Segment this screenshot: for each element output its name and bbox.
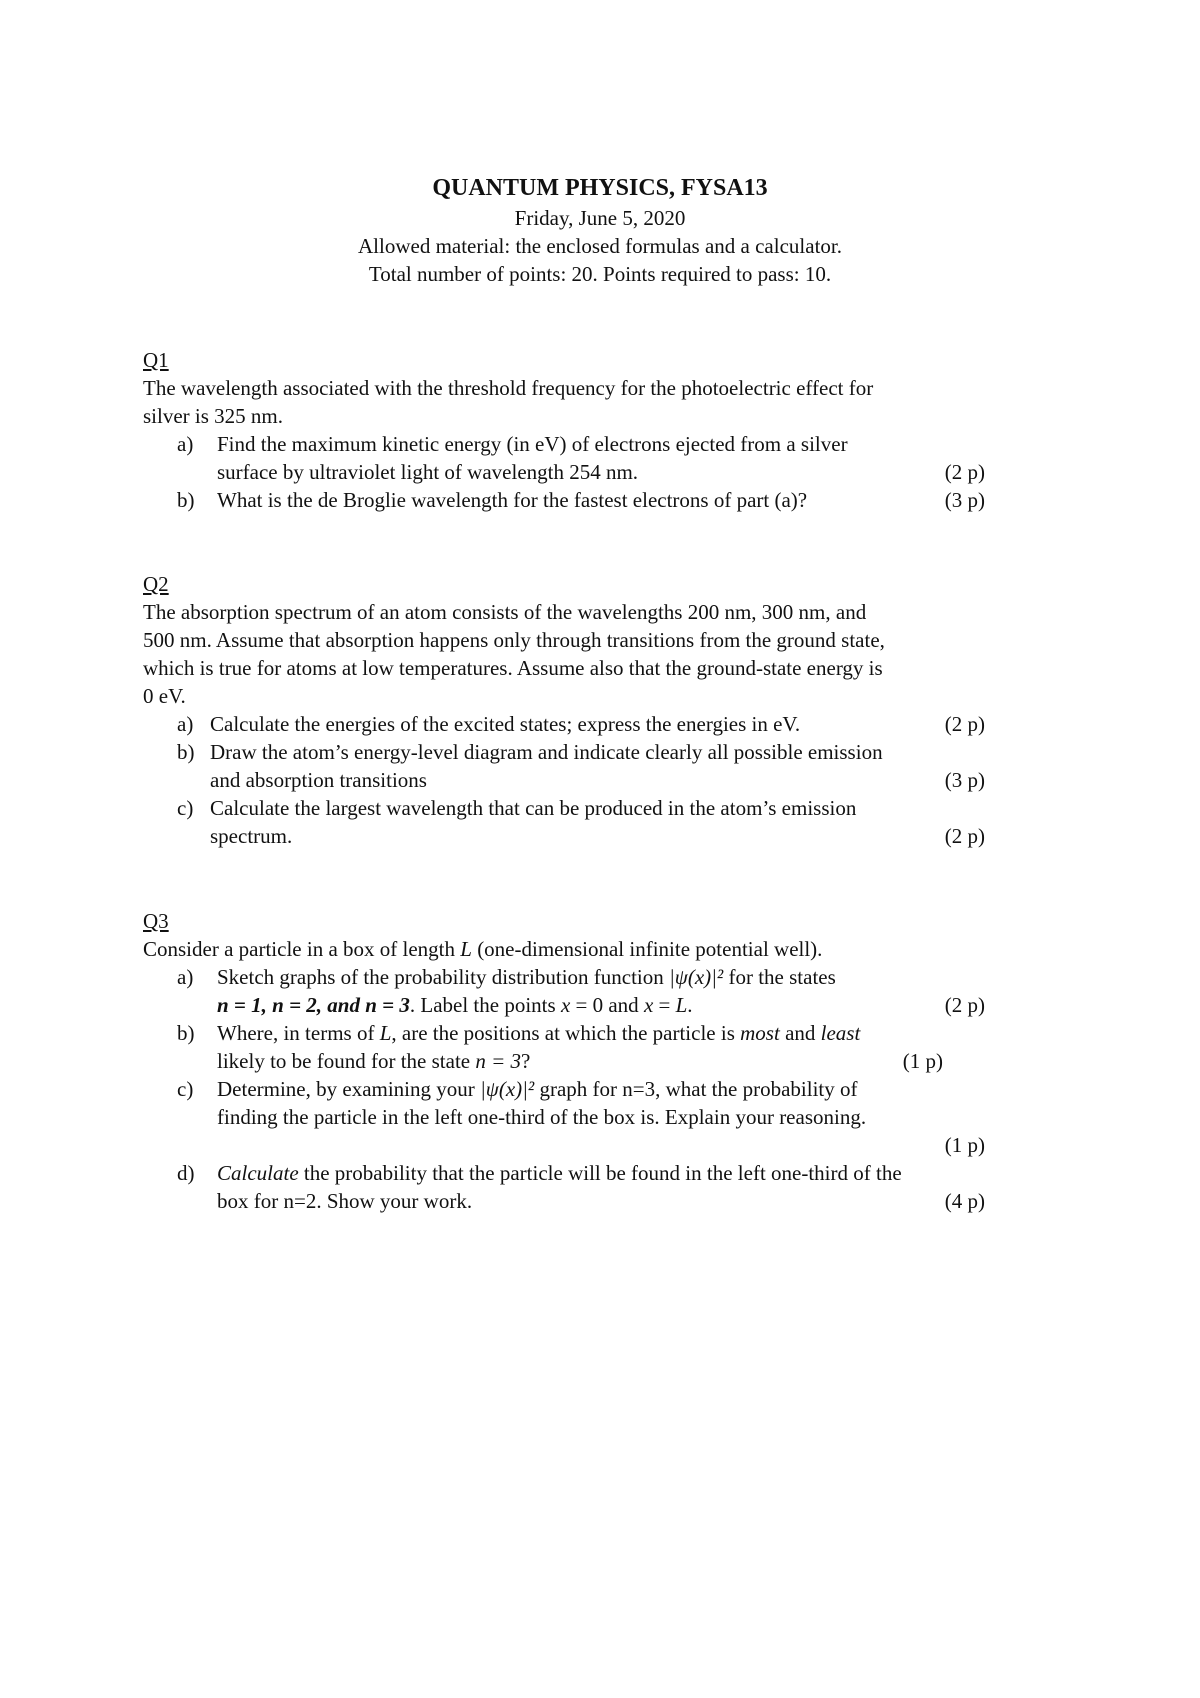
text: and xyxy=(779,1021,821,1045)
question-3a-points: (2 p) xyxy=(944,993,985,1017)
question-3a-line-2 xyxy=(217,991,693,1019)
math-x: x xyxy=(643,993,654,1017)
math-states: n = 1, n = 2, and n = 3 xyxy=(217,993,410,1017)
question-3c-line-1 xyxy=(217,1075,1013,1103)
allowed-material: Allowed material: the enclosed formulas and a calculator. xyxy=(358,234,842,258)
question-1a xyxy=(143,430,1013,486)
emphasis-calculate: Calculate xyxy=(217,1161,299,1185)
question-3-intro xyxy=(143,935,1013,963)
math-symbol-L: L xyxy=(379,1021,392,1045)
intro-text: (one-dimensional infinite potential well). xyxy=(471,937,823,961)
item-marker: a) xyxy=(177,432,194,456)
exam-header xyxy=(0,172,1200,288)
question-1-intro-line-1: The wavelength associated with the threshold frequency for the photoelectric effect for xyxy=(143,376,874,400)
math-symbol-L: L xyxy=(460,937,472,961)
text: graph for n=3, what the probability of xyxy=(534,1077,858,1101)
question-3c-points: (1 p) xyxy=(944,1133,985,1157)
item-marker: c) xyxy=(177,796,194,820)
text: likely to be found for the state xyxy=(217,1049,476,1073)
text: = xyxy=(653,993,676,1017)
text: , are the positions at which the particle is xyxy=(391,1021,741,1045)
item-marker: b) xyxy=(177,740,195,764)
question-2 xyxy=(143,570,1013,850)
math-psi-squared: |ψ(x)|² xyxy=(669,965,724,989)
question-3c-line-2: finding the particle in the left one-third of the box is. Explain your reasoning. xyxy=(217,1105,867,1129)
question-2-intro-line-3: which is true for atoms at low temperatures. Assume also that the ground-state energy is xyxy=(143,656,883,680)
question-2b-points: (3 p) xyxy=(944,768,985,792)
points-info: Total number of points: 20. Points required to pass: 10. xyxy=(368,262,832,286)
item-marker: b) xyxy=(177,1021,195,1045)
item-marker: c) xyxy=(177,1077,194,1101)
exam-date: Friday, June 5, 2020 xyxy=(514,206,686,230)
question-1-intro-line-2: silver is 325 nm. xyxy=(143,404,283,428)
emphasis-most: most xyxy=(740,1021,780,1045)
item-marker: d) xyxy=(177,1161,195,1185)
intro-text: Consider a particle in a box of length xyxy=(143,937,461,961)
question-1a-points: (2 p) xyxy=(944,460,985,484)
text: Where, in terms of xyxy=(217,1021,380,1045)
emphasis-least: least xyxy=(820,1021,861,1045)
question-3d xyxy=(143,1159,1013,1215)
math-symbol-L: L xyxy=(675,993,688,1017)
text: ? xyxy=(521,1049,531,1073)
question-1a-line-1: Find the maximum kinetic energy (in eV) of electrons ejected from a silver xyxy=(217,432,848,456)
question-3d-line-1 xyxy=(217,1159,1013,1187)
exam-title: QUANTUM PHYSICS, FYSA13 xyxy=(432,175,768,201)
question-3a-line-1 xyxy=(217,963,1013,991)
question-2a xyxy=(143,710,1013,738)
text: Sketch graphs of the probability distribution function xyxy=(217,965,670,989)
math-psi-squared: |ψ(x)|² xyxy=(480,1077,535,1101)
text: Determine, by examining your xyxy=(217,1077,481,1101)
question-2-intro-line-1: The absorption spectrum of an atom consists of the wavelengths 200 nm, 300 nm, and xyxy=(143,600,867,624)
question-1b-points: (3 p) xyxy=(944,488,985,512)
question-3a xyxy=(143,963,1013,1019)
question-2c-line-1: Calculate the largest wavelength that can be produced in the atom’s emission xyxy=(210,796,857,820)
question-1 xyxy=(143,346,1013,514)
math-x: x xyxy=(560,993,571,1017)
question-1-label: Q1 xyxy=(143,348,169,372)
question-3b-line-2 xyxy=(217,1047,530,1075)
question-2-intro-line-4: 0 eV. xyxy=(143,684,186,708)
text: . xyxy=(687,993,693,1017)
question-3b xyxy=(143,1019,1013,1075)
question-2c xyxy=(143,794,1013,850)
text: for the states xyxy=(723,965,836,989)
question-2b xyxy=(143,738,1013,794)
question-2c-points: (2 p) xyxy=(944,824,985,848)
math-state: n = 3 xyxy=(475,1049,522,1073)
question-3 xyxy=(143,907,1013,1215)
question-3b-points: (1 p) xyxy=(902,1049,943,1073)
question-2b-line-2: and absorption transitions xyxy=(210,768,427,792)
question-3d-points: (4 p) xyxy=(944,1189,985,1213)
question-2b-line-1: Draw the atom’s energy-level diagram and indicate clearly all possible emission xyxy=(210,740,883,764)
item-marker: a) xyxy=(177,965,194,989)
question-3d-line-2: box for n=2. Show your work. xyxy=(217,1189,473,1213)
item-marker: a) xyxy=(177,712,194,736)
item-marker: b) xyxy=(177,488,195,512)
text: . Label the points xyxy=(409,993,561,1017)
question-2a-line-1: Calculate the energies of the excited states; express the energies in eV. xyxy=(210,712,801,736)
text: the probability that the particle will be found in the left one-third of the xyxy=(298,1161,902,1185)
question-3c xyxy=(143,1075,1013,1159)
question-2a-points: (2 p) xyxy=(944,712,985,736)
question-1b xyxy=(143,486,1013,514)
question-3b-line-1 xyxy=(217,1019,1013,1047)
text: = 0 and xyxy=(570,993,644,1017)
question-1a-line-2: surface by ultraviolet light of wavelength 254 nm. xyxy=(217,460,639,484)
question-2-intro-line-2: 500 nm. Assume that absorption happens only through transitions from the ground state, xyxy=(143,628,885,652)
question-3-label: Q3 xyxy=(143,909,169,933)
question-2-label: Q2 xyxy=(143,572,169,596)
question-2c-line-2: spectrum. xyxy=(210,824,293,848)
question-1b-line-1: What is the de Broglie wavelength for the fastest electrons of part (a)? xyxy=(217,488,808,512)
